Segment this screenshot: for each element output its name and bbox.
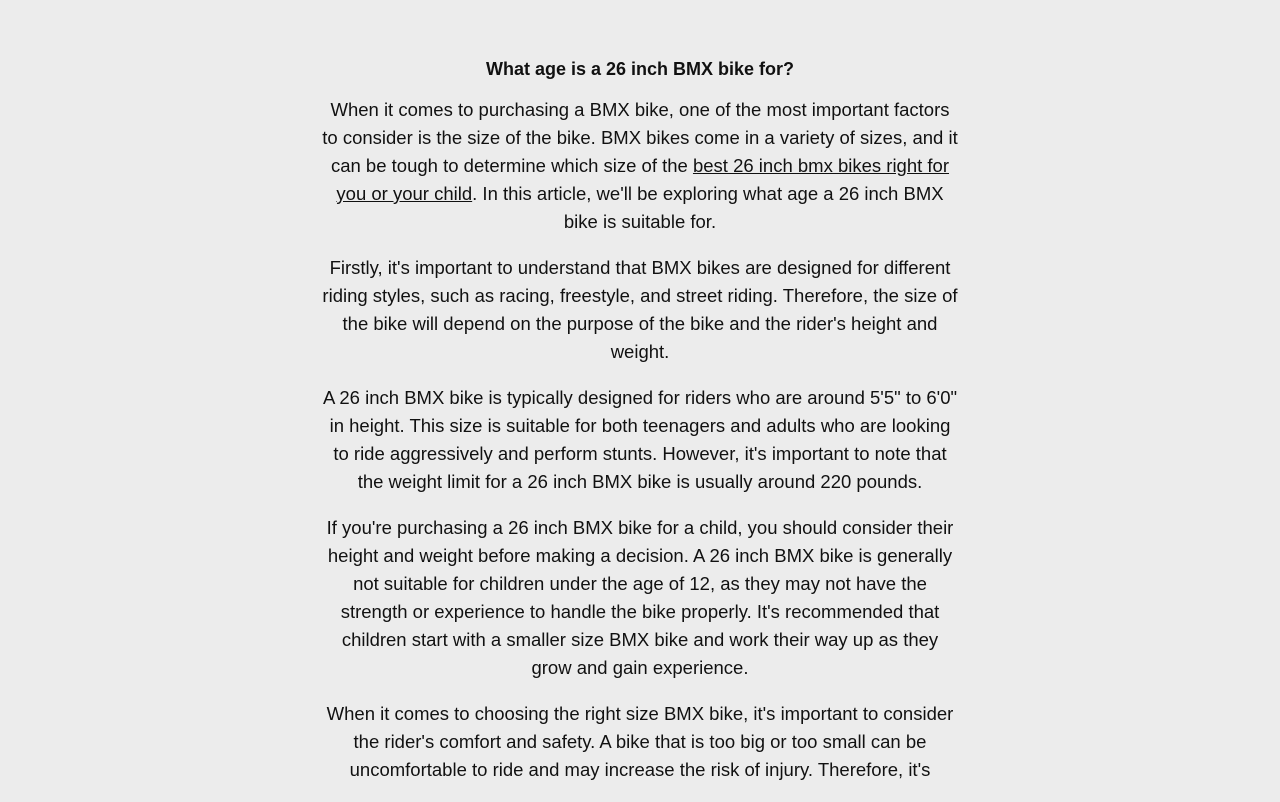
article [320,58,960,802]
best-26-inch-bmx-bikes-link[interactable]: best 26 inch bmx bikes right for you or your child [336,155,950,204]
article-paragraph-1 [320,96,960,236]
paragraph-text-before-link: When it comes to purchasing a BMX bike, one of the most important factors to consider is the size of the bike. BMX bikes come in a variety of sizes, and it can be tough to determine which size of the [322,99,958,176]
article-paragraph-3: A 26 inch BMX bike is typically designed for riders who are around 5'5" to 6'0" in height. This size is suitable for both teenagers and adults who are looking to ride aggressively and perform stunts. However, it's important to note that the weight limit for a 26 inch BMX bike is usually around 220 pounds. [322,387,958,492]
article-paragraph-5: When it comes to choosing the right size BMX bike, it's important to consider the rider's comfort and safety. A bike that is too big or too small can be uncomfortable to ride and may increase the risk of injury. Therefore, it's [326,703,954,780]
article-title: What age is a 26 inch BMX bike for? [485,59,795,79]
article-paragraph-4: If you're purchasing a 26 inch BMX bike for a child, you should consider their height and weight before making a decision. A 26 inch BMX bike is generally not suitable for children under the age of 12, as they may not have the strength or experience to handle the bike properly. It's recommended that children start with a smaller size BMX bike and work their way up as they grow and gain experience. [326,517,954,678]
article-paragraph-2: Firstly, it's important to understand that BMX bikes are designed for different riding styles, such as racing, freestyle, and street riding. Therefore, the size of the bike will depend on the purpose of the bike and the rider's height and weight. [322,257,958,362]
paragraph-text-after-link: . In this article, we'll be exploring what age a 26 inch BMX bike is suitable for. [472,183,944,232]
